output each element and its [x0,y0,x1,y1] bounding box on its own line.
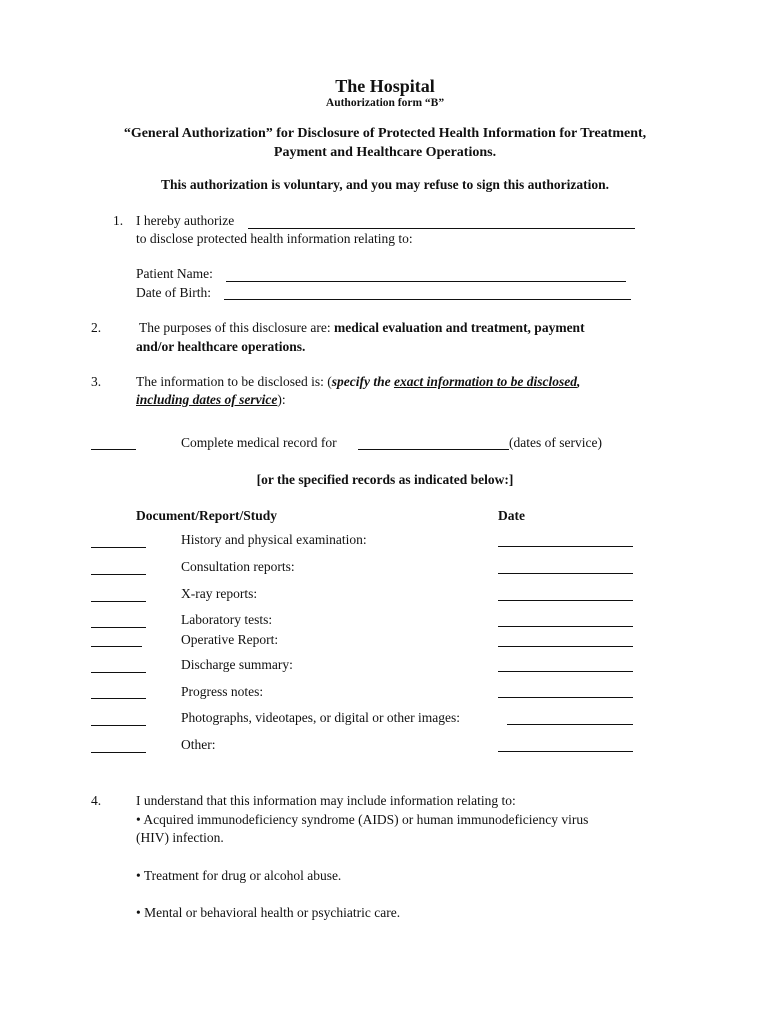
record-date-field[interactable] [498,697,633,698]
bullet-aids-line2: (HIV) infection. [136,830,224,845]
record-check-field[interactable] [91,574,146,575]
patient-name-field[interactable] [226,281,626,282]
bullet-aids-line1: • Acquired immunodeficiency syndrome (AIDS) or human immunodeficiency virus [136,812,589,827]
record-label: Progress notes: [181,684,264,699]
purposes-bold2: and/or healthcare operations. [136,339,306,354]
section3-number: 3. [91,374,102,389]
record-label: Discharge summary: [181,657,293,672]
form-title: The Hospital [335,76,435,96]
col-document-header: Document/Report/Study [136,508,277,523]
record-check-field[interactable] [91,698,146,699]
info-exact: exact information to be disclosed [393,374,577,389]
section4-intro: I understand that this information may include information relating to: [136,793,516,808]
record-date-field[interactable] [507,724,633,725]
record-label: Operative Report: [181,632,279,647]
bullet-drug-alcohol: • Treatment for drug or alcohol abuse. [136,868,342,883]
record-date-field[interactable] [498,751,633,752]
record-check-field[interactable] [91,601,146,602]
info-dates-line [136,392,286,408]
dob-field[interactable] [224,299,631,300]
patient-name-label: Patient Name: [136,266,213,281]
record-label: History and physical examination: [181,532,367,547]
record-label: Photographs, videotapes, or digital or other images: [181,710,460,725]
complete-record-check-field[interactable] [91,449,136,450]
record-label: Laboratory tests: [181,612,273,627]
record-date-field[interactable] [498,600,633,601]
section4-number: 4. [91,793,102,808]
purposes-prefix: The purposes of this disclosure are: [139,320,331,335]
bullet-mental-health: • Mental or behavioral health or psychiatric care. [136,905,401,920]
specified-records-note: [or the specified records as indicated below:] [256,472,514,487]
record-date-field[interactable] [498,671,633,672]
record-check-field[interactable] [91,547,146,548]
form-heading-line1: “General Authorization” for Disclosure of Protected Health Information for Treatment, [123,126,647,141]
info-disclosed-text [136,374,580,390]
purposes-text [139,320,585,336]
authorized-party-field[interactable] [248,228,635,229]
disclose-text: to disclose protected health information relating to: [136,231,413,246]
record-date-field[interactable] [498,573,633,574]
record-check-field[interactable] [91,672,146,673]
record-label: Consultation reports: [181,559,295,574]
record-check-field[interactable] [91,646,142,647]
info-suffix: ): [277,392,286,407]
complete-record-suffix: (dates of service) [509,435,602,450]
info-comma: , [576,374,581,389]
record-check-field[interactable] [91,725,146,726]
record-label: Other: [181,737,216,752]
complete-record-dates-field[interactable] [358,449,509,450]
voluntary-notice: This authorization is voluntary, and you may refuse to sign this authorization. [161,177,609,192]
form-heading-line2: Payment and Healthcare Operations. [273,145,497,160]
record-date-field[interactable] [498,546,633,547]
record-check-field[interactable] [91,752,146,753]
complete-record-prefix: Complete medical record for [181,435,337,450]
purposes-bold1: medical evaluation and treatment, payment [333,320,585,335]
record-date-field[interactable] [498,646,633,647]
col-date-header: Date [498,508,525,523]
section2-number: 2. [91,320,102,335]
form-subtitle: Authorization form “B” [325,97,445,109]
record-date-field[interactable] [498,626,633,627]
info-dates: including dates of service [136,392,278,407]
dob-label: Date of Birth: [136,285,211,300]
info-prefix: The information to be disclosed is: ( [136,374,332,389]
record-check-field[interactable] [91,627,146,628]
record-label: X-ray reports: [181,586,258,601]
info-specify: specify the [331,374,394,389]
authorize-label: I hereby authorize [136,213,235,228]
section1-number: 1. [113,213,124,228]
